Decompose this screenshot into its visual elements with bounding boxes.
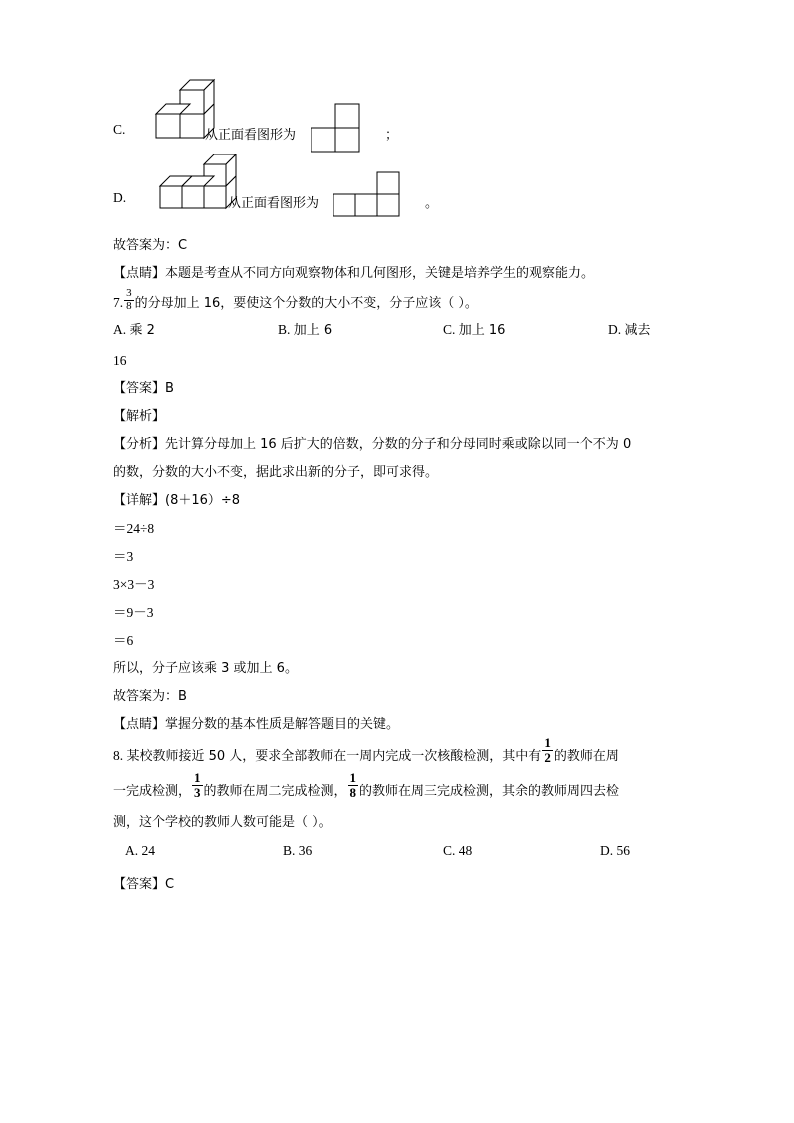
question6-option-d-tail: 。 [425,196,439,211]
question6-tip-line: 【点睛】本题是考查从不同方向观察物体和几何图形，关键是培养学生的观察能力。 [113,266,595,281]
question8-number: 8. [113,748,124,763]
question7-option-a[interactable] [113,319,155,338]
question8-fraction-eighth-denominator: 8 [349,784,357,800]
question7-option-b-label: B. [278,322,291,337]
question6-option-d-label: D. [113,190,127,205]
question8-line1 [113,735,681,774]
question8-line3: 测，这个学校的教师人数可能是（ ）。 [113,815,332,830]
question7-options-row [113,319,681,347]
question6-option-c-row [113,74,681,154]
question8-option-d-text: 56 [616,843,630,858]
question7-detail-line1: 【详解】(8＋16）÷8 [113,493,241,508]
question7-answer-line: 故答案为：B [113,689,187,704]
question7-fraction-denominator: 8 [126,299,132,312]
question7-option-d[interactable] [608,319,651,338]
question7-detail-line5: ＝9－3 [113,605,154,620]
question7-option-c-text: 加上 16 [458,323,506,338]
question8-option-d[interactable] [600,843,630,859]
question8-option-b[interactable] [283,843,312,859]
question7-option-a-label: A. [113,322,127,337]
question7-option-b-text: 加上 6 [293,323,333,338]
question8-line2-part3: 的教师在周三完成检测，其余的教师周四去检 [359,784,620,799]
question7-answer: 【答案】B [113,381,174,396]
question8-line2 [113,770,681,809]
question8-option-b-text: 36 [298,843,313,858]
question8-fraction-third-numerator: 1 [194,770,201,786]
question7-option-a-text: 乘 2 [129,323,155,338]
question8-option-b-label: B. [283,843,296,858]
question7-stem [113,288,681,319]
question7-option-c[interactable] [443,319,505,338]
question7-stem-text: 的分母加上 16，要使这个分数的大小不变，分子应该（ ）。 [134,296,478,311]
document-content [113,74,681,899]
question8-options-row [113,843,681,871]
question7-option-b[interactable] [278,319,332,338]
question7-conclusion: 所以，分子应该乘 3 或加上 6。 [113,661,298,676]
question8-fraction-eighth [348,771,359,799]
question8-fraction-half [542,736,553,764]
question8-line1-part1: 某校教师接近 50 人，要求全部教师在一周内完成一次核酸检测，其中有 [126,749,542,764]
question8-line2-part2: 的教师在周二完成检测， [203,784,347,799]
question8-fraction-third [192,771,203,799]
question8-fraction-half-denominator: 2 [544,749,551,765]
question6-option-c-tail: ； [385,128,399,143]
question7-fraction [124,288,134,312]
question7-detail-line6: ＝6 [113,633,134,648]
question7-detail-line4: 3×3－3 [113,577,155,592]
question8-option-a[interactable] [125,843,155,859]
question7-option-d-wrap: 16 [113,353,127,368]
question6-option-c-label: C. [113,122,126,137]
question7-analysis-head: 【解析】 [113,409,166,424]
question7-tip-line: 【点睛】掌握分数的基本性质是解答题目的关键。 [113,717,400,732]
question8-option-d-label: D. [600,843,614,858]
question8-option-c-text: 48 [458,843,473,858]
question7-detail-line3: ＝3 [113,549,134,564]
question7-number: 7. [113,295,124,310]
question8-option-c[interactable] [443,843,472,859]
question8-fraction-third-denominator: 3 [194,784,201,800]
question6-answer-line: 故答案为：C [113,238,188,253]
question7-option-d-label: D. [608,322,622,337]
front-view-figure-c [311,102,383,154]
question8-fraction-half-numerator: 1 [544,735,551,751]
question8-line1-part2: 的教师在周 [553,749,619,764]
question6-option-c-text: 从正面看图形为 [205,128,297,143]
question7-option-c-label: C. [443,322,456,337]
question8-line2-part1: 一完成检测， [113,784,192,799]
front-view-figure-d [333,170,423,222]
question7-analysis-line1: 【分析】先计算分母加上 16 后扩大的倍数，分数的分子和分母同时乘或除以同一个不为 0 [113,437,632,452]
question6-option-d-row [113,154,681,232]
question8-option-c-label: C. [443,843,456,858]
question7-fraction-numerator: 3 [126,287,132,300]
question7-analysis-line2: 的数，分数的大小不变，据此求出新的分子，即可求得。 [113,465,439,480]
question8-fraction-eighth-numerator: 1 [349,770,357,786]
question8-option-a-label: A. [125,843,139,858]
question6-option-d-text: 从正面看图形为 [228,196,320,211]
question7-detail-line2: ＝24÷8 [113,521,155,536]
question8-option-a-text: 24 [141,843,155,858]
question8-answer: 【答案】C [113,877,175,892]
question7-option-d-text: 减去 [624,323,651,338]
